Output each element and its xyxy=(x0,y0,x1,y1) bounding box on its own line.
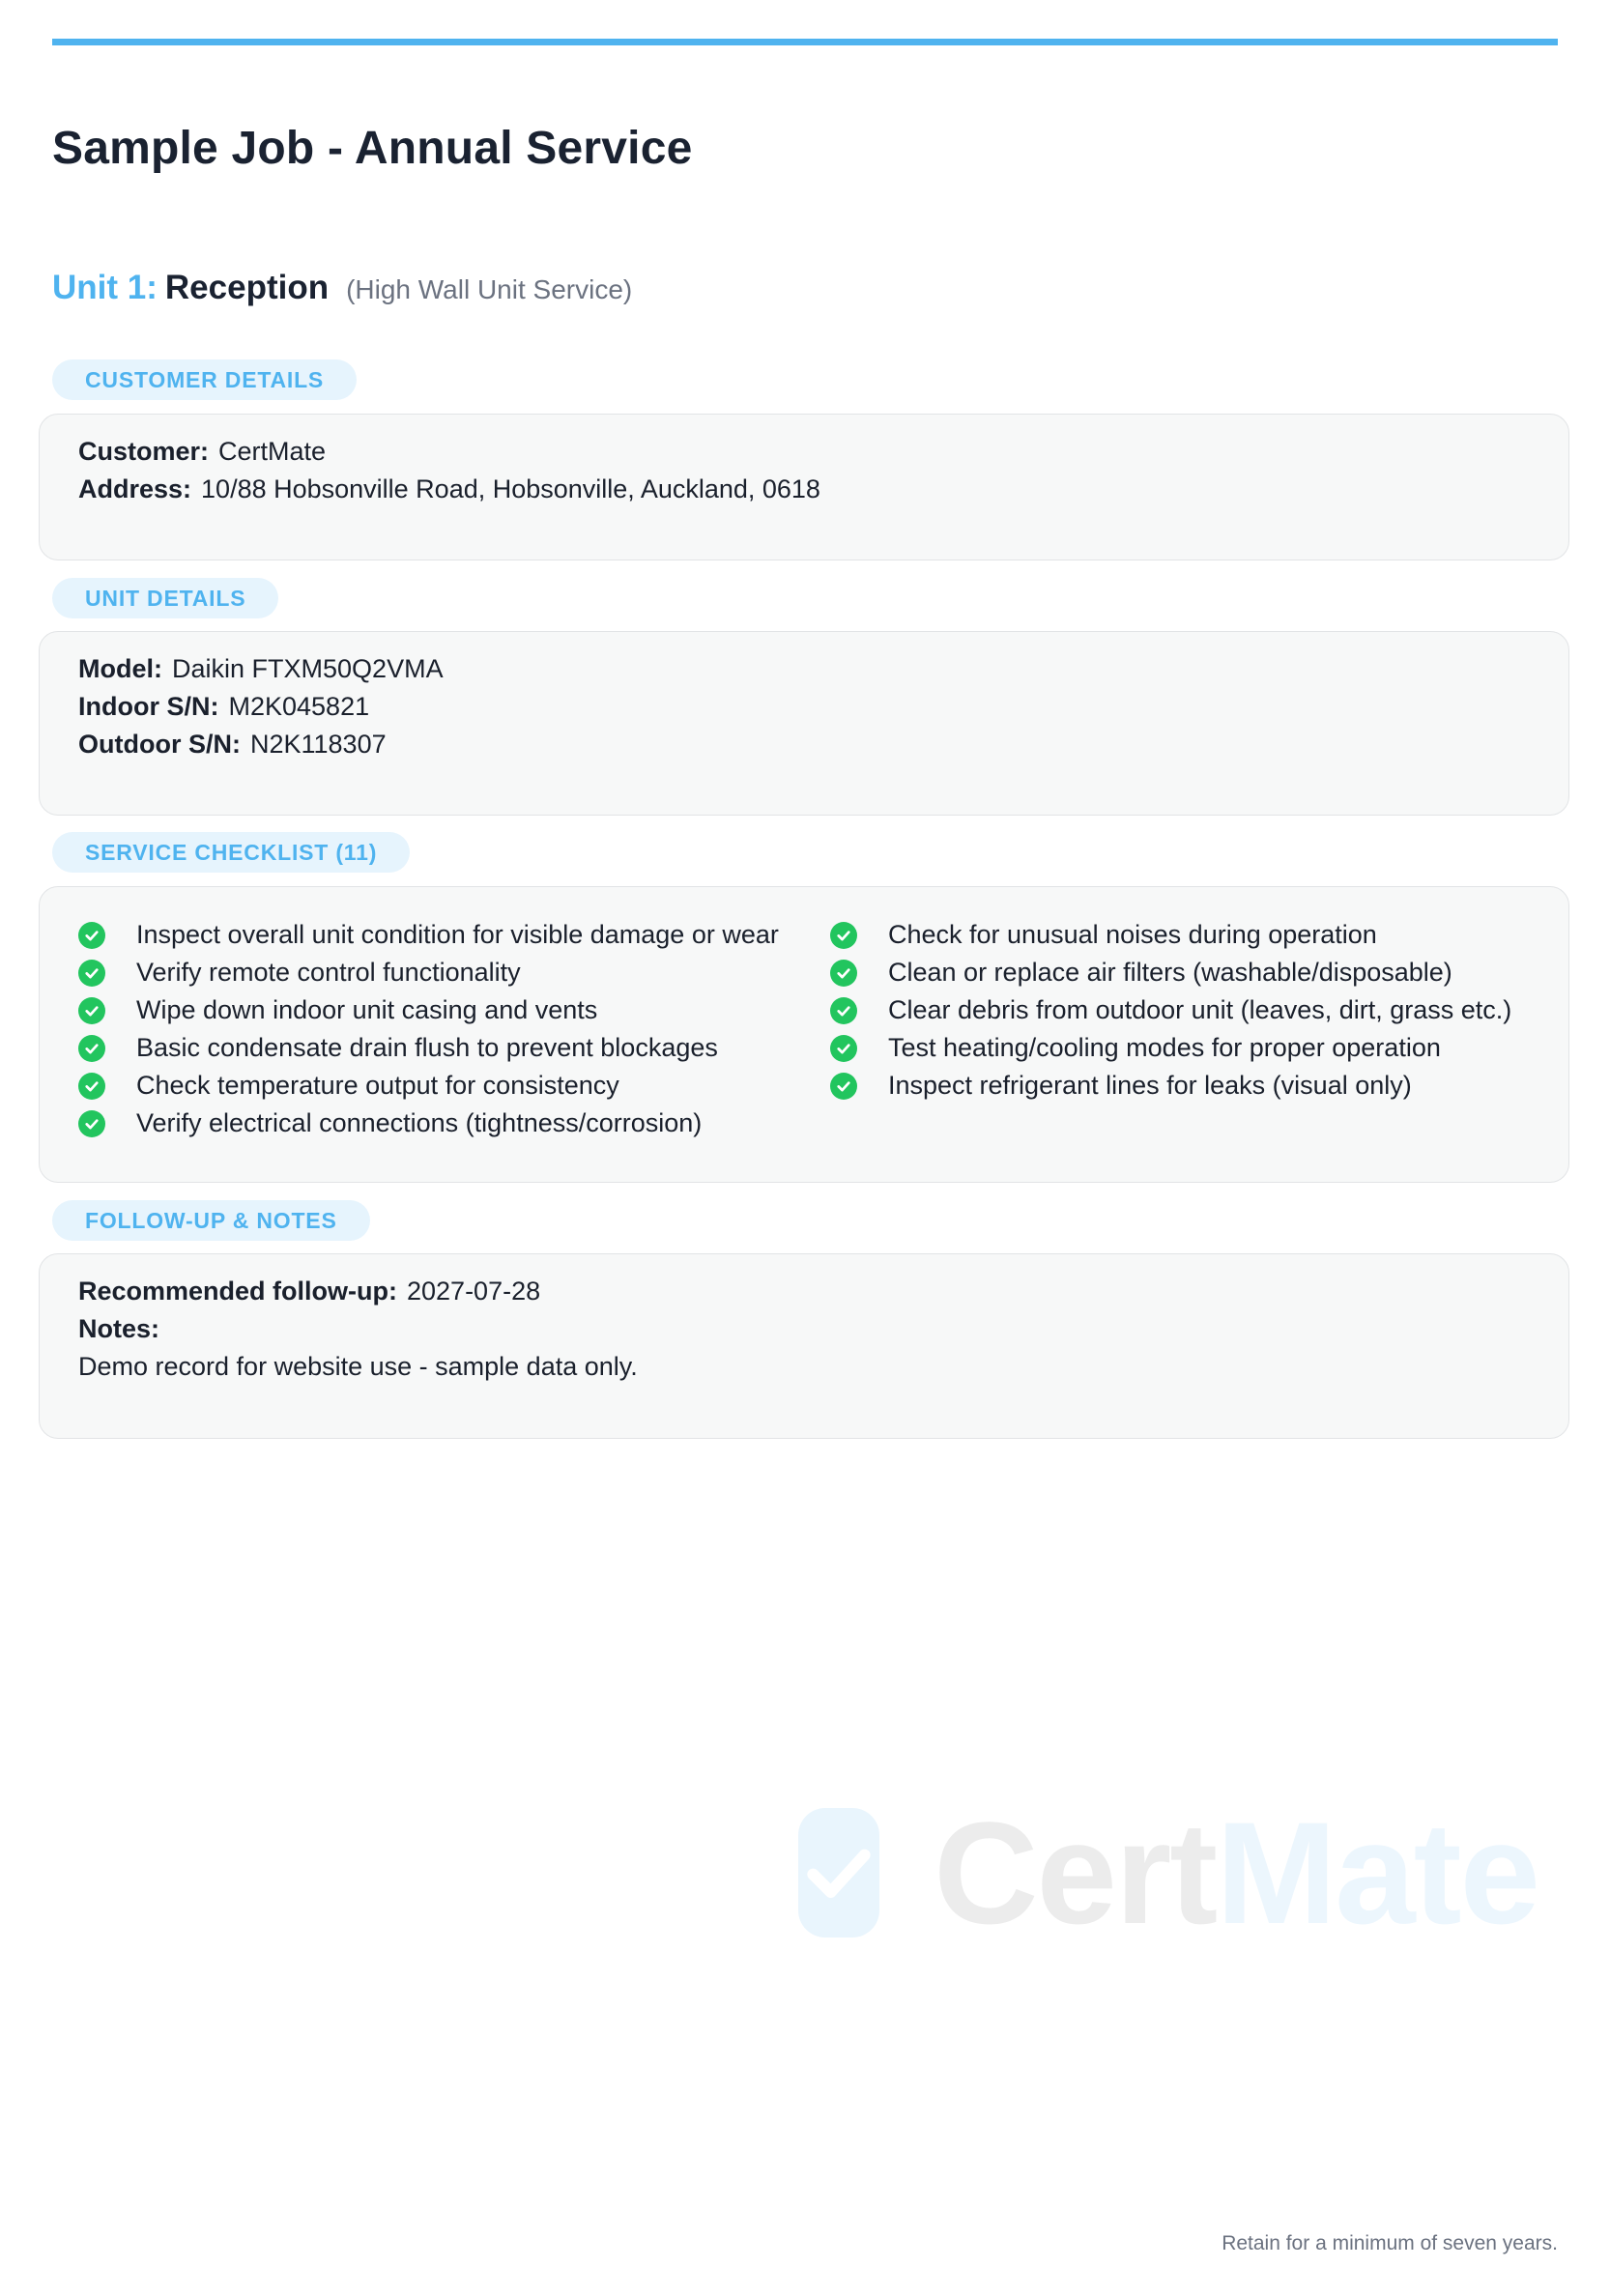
check-circle-icon xyxy=(78,1035,105,1062)
service-checklist-label: SERVICE CHECKLIST (11) xyxy=(52,832,410,873)
check-circle-icon xyxy=(830,1035,857,1062)
customer-value: CertMate xyxy=(218,437,327,466)
checklist-item xyxy=(78,1067,830,1105)
address-value: 10/88 Hobsonville Road, Hobsonville, Auckland, 0618 xyxy=(201,474,820,503)
indoor-sn-label: Indoor S/N: xyxy=(78,692,219,721)
unit-name: Reception xyxy=(164,269,330,306)
checklist-item-label: Clean or replace air filters (washable/disposable) xyxy=(888,958,1452,987)
check-circle-icon xyxy=(78,1110,105,1137)
notes-label: Notes: xyxy=(78,1314,160,1343)
checklist-item xyxy=(78,916,830,954)
follow-up-card xyxy=(39,1253,1569,1439)
address-label: Address: xyxy=(78,474,192,503)
check-circle-icon xyxy=(78,1073,105,1100)
model-value: Daikin FTXM50Q2VMA xyxy=(172,654,444,683)
checklist xyxy=(78,916,1567,1142)
checklist-item-label: Wipe down indoor unit casing and vents xyxy=(136,995,598,1024)
check-circle-icon xyxy=(78,960,105,987)
top-accent-bar xyxy=(52,39,1558,45)
follow-up-notes-label: FOLLOW-UP & NOTES xyxy=(52,1200,370,1241)
customer-details-label: CUSTOMER DETAILS xyxy=(52,359,357,400)
service-checklist-card xyxy=(39,886,1569,1183)
unit-details-label: UNIT DETAILS xyxy=(52,578,278,618)
retention-note: Retain for a minimum of seven years. xyxy=(1222,2232,1558,2254)
checklist-item xyxy=(830,916,1565,954)
outdoor-sn-label: Outdoor S/N: xyxy=(78,730,241,759)
notes-text: Demo record for website use - sample data only. xyxy=(78,1352,638,1381)
checklist-item-label: Basic condensate drain flush to prevent blockages xyxy=(136,1033,718,1062)
checklist-item xyxy=(830,1029,1565,1067)
address-row xyxy=(78,471,820,508)
checklist-item-label: Clear debris from outdoor unit (leaves, dirt, grass etc.) xyxy=(888,995,1512,1024)
checklist-item xyxy=(78,1029,830,1067)
outdoor-sn-value: N2K118307 xyxy=(249,730,387,759)
check-circle-icon xyxy=(830,1073,857,1100)
indoor-sn-value: M2K045821 xyxy=(228,692,370,721)
notes-row xyxy=(78,1310,159,1348)
checklist-item xyxy=(78,991,830,1029)
check-circle-icon xyxy=(830,997,857,1024)
unit-number: Unit 1: xyxy=(52,269,158,306)
outdoor-sn-row xyxy=(78,726,387,763)
customer-details-card xyxy=(39,414,1569,560)
checkmark-icon xyxy=(798,1808,879,1937)
customer-label: Customer: xyxy=(78,437,210,466)
check-circle-icon xyxy=(830,922,857,949)
checklist-item xyxy=(78,954,830,991)
checklist-item-label: Check temperature output for consistency xyxy=(136,1071,619,1100)
checklist-item xyxy=(830,991,1565,1029)
follow-up-label: Recommended follow-up: xyxy=(78,1277,397,1306)
check-circle-icon xyxy=(830,960,857,987)
unit-details-card xyxy=(39,631,1569,816)
watermark-wordmark xyxy=(934,1792,1538,1954)
follow-up-row xyxy=(78,1273,540,1310)
unit-service-type: (High Wall Unit Service) xyxy=(346,274,633,304)
certmate-watermark xyxy=(798,1792,1538,1954)
checklist-item-label: Verify remote control functionality xyxy=(136,958,521,987)
customer-row xyxy=(78,433,326,471)
checklist-item xyxy=(830,1067,1565,1105)
checklist-item-label: Test heating/cooling modes for proper operation xyxy=(888,1033,1441,1062)
unit-heading xyxy=(52,269,632,307)
checklist-item-label: Inspect refrigerant lines for leaks (visual only) xyxy=(888,1071,1412,1100)
model-label: Model: xyxy=(78,654,162,683)
check-circle-icon xyxy=(78,997,105,1024)
watermark-text-mate: Mate xyxy=(1216,1792,1538,1954)
check-circle-icon xyxy=(78,922,105,949)
watermark-text-cert: Cert xyxy=(934,1792,1217,1954)
page-title: Sample Job - Annual Service xyxy=(52,123,693,174)
model-row xyxy=(78,650,444,688)
checklist-item-label: Inspect overall unit condition for visible damage or wear xyxy=(136,920,779,949)
checklist-item xyxy=(830,954,1565,991)
checklist-item-label: Check for unusual noises during operation xyxy=(888,920,1377,949)
follow-up-date: 2027-07-28 xyxy=(407,1277,541,1306)
indoor-sn-row xyxy=(78,688,369,726)
checklist-item-label: Verify electrical connections (tightness/corrosion) xyxy=(136,1108,703,1137)
checklist-item xyxy=(78,1105,830,1142)
